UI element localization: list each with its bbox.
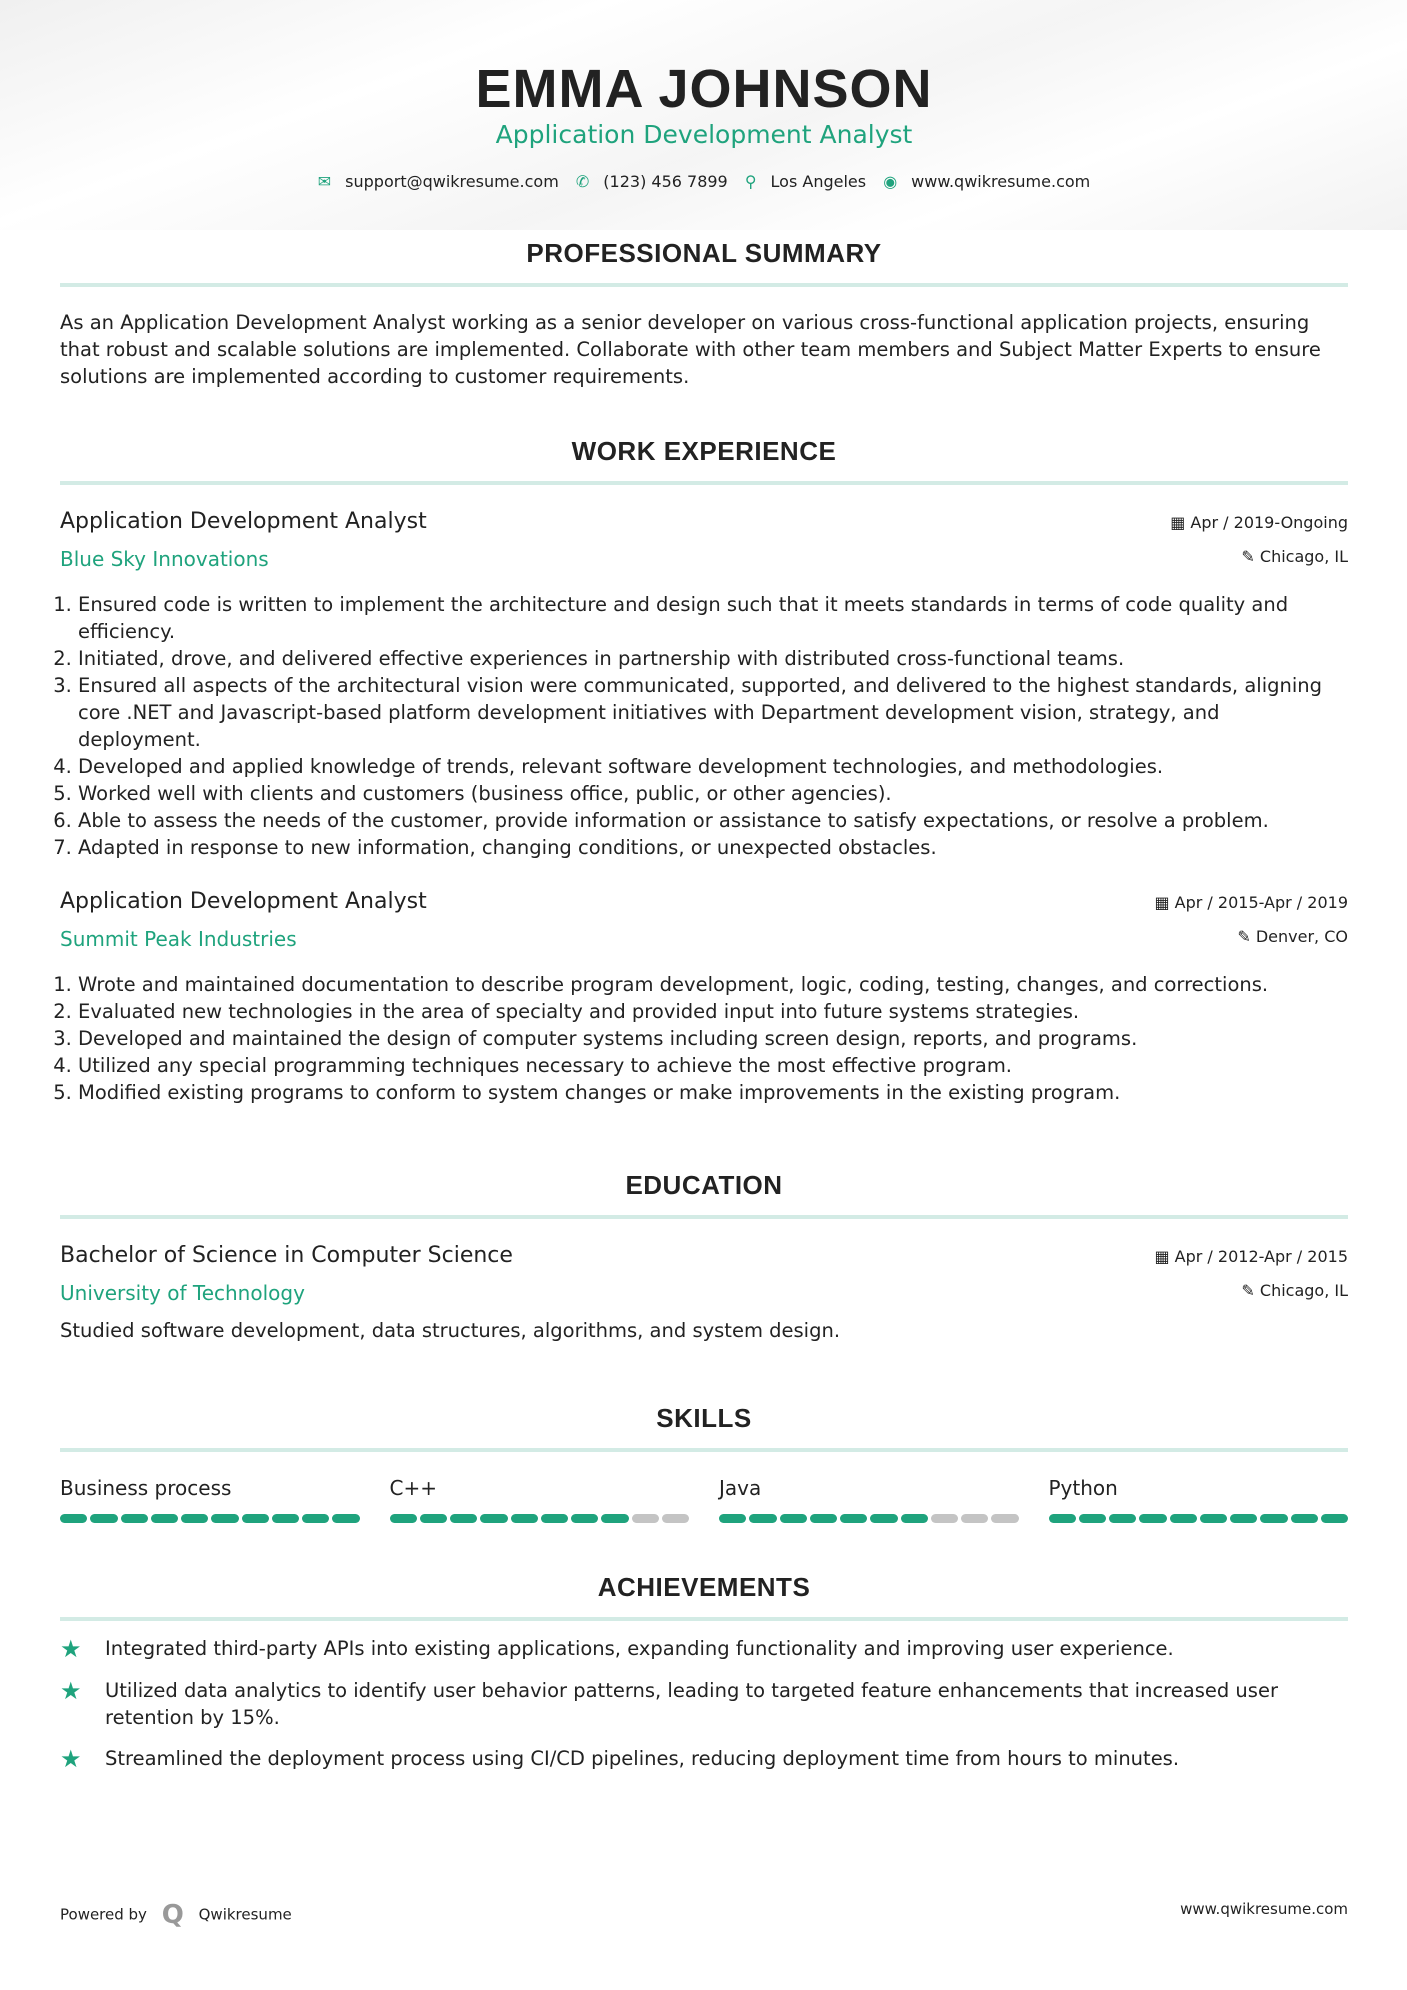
list-item: 2. Evaluated new technologies in the area of specialty and provided input into future systems strategies. — [78, 998, 1348, 1025]
list-item: 5. Worked well with clients and customers (business office, public, or other agencies). — [78, 780, 1348, 807]
skill — [390, 1476, 690, 1523]
school: University of Technology — [60, 1281, 305, 1305]
skill-level-bar — [390, 1514, 690, 1523]
skill-dot — [1049, 1514, 1076, 1523]
footer — [60, 1900, 1348, 1930]
skill-dot — [541, 1514, 568, 1523]
powered-by-label: Powered by — [60, 1905, 147, 1924]
star-icon: ★ — [60, 1745, 82, 1773]
skill-dot — [211, 1514, 238, 1523]
list-item: 1. Ensured code is written to implement the architecture and design such that it meets standards in terms of code quality and efficiency. — [78, 591, 1348, 645]
skill-dot — [1291, 1514, 1318, 1523]
phone: (123) 456 7899 — [603, 172, 728, 191]
skill-name: C++ — [389, 1476, 437, 1500]
education-location: ✎ Chicago, IL — [1241, 1281, 1348, 1300]
section-heading: ACHIEVEMENTS — [60, 1572, 1348, 1621]
star-icon: ★ — [60, 1635, 82, 1663]
skill-dot — [1079, 1514, 1106, 1523]
skill-dot — [181, 1514, 208, 1523]
work-section — [60, 436, 1348, 1134]
list-item: 7. Adapted in response to new information, changing conditions, or unexpected obstacles. — [78, 834, 1348, 861]
list-item: 5. Modified existing programs to conform to system changes or make improvements in the existing program. — [78, 1079, 1348, 1106]
skill-dot — [810, 1514, 837, 1523]
skill-dot — [511, 1514, 538, 1523]
summary-text: As an Application Development Analyst working as a senior developer on various cross-functional application projects, ensuring that robust and scalable solutions are implemented. Collaborate with other team members and Subject Matter Experts to ensure solutions are implemented according to customer requirements. — [60, 311, 1321, 388]
skill-dot — [121, 1514, 148, 1523]
skill-dot — [1200, 1514, 1227, 1523]
section-heading: WORK EXPERIENCE — [60, 436, 1348, 485]
qwikresume-logo-icon: Q — [161, 1900, 184, 1930]
company: Blue Sky Innovations — [60, 547, 269, 571]
skill-dot — [719, 1514, 746, 1523]
skill — [1049, 1476, 1349, 1523]
skill-dot — [961, 1514, 988, 1523]
job-date: ▦ Apr / 2019-Ongoing — [1170, 513, 1348, 532]
calendar-icon: ▦ — [1154, 893, 1175, 912]
skill-dot — [1139, 1514, 1166, 1523]
skill-dot — [901, 1514, 928, 1523]
skill-dot — [390, 1514, 417, 1523]
list-item: 3. Ensured all aspects of the architectural vision were communicated, supported, and delivered to the highest standards, aligning core .NET and Javascript-based platform development initiatives with Department development vision, strategy, and deployment. — [78, 672, 1348, 753]
skill-dot — [302, 1514, 329, 1523]
footer-website[interactable]: www.qwikresume.com — [1180, 1900, 1348, 1918]
skill-name: Java — [719, 1476, 762, 1500]
list-item: 4. Utilized any special programming techniques necessary to achieve the most effective program. — [78, 1052, 1348, 1079]
globe-icon: ◉ — [883, 172, 898, 191]
candidate-name: EMMA JOHNSON — [475, 59, 933, 119]
skill-dot — [1109, 1514, 1136, 1523]
achievement-item — [60, 1635, 1348, 1663]
achievement-text: Streamlined the deployment process using CI/CD pipelines, reducing deployment time from hours to minutes. — [105, 1747, 1180, 1770]
job-date: ▦ Apr / 2015-Apr / 2019 — [1154, 893, 1348, 912]
list-item: 4. Developed and applied knowledge of trends, relevant software development technologies, and methodologies. — [78, 753, 1348, 780]
phone-icon: ✆ — [575, 172, 590, 191]
achievement-item — [60, 1745, 1348, 1773]
star-icon: ★ — [60, 1677, 82, 1705]
skill-dot — [332, 1514, 359, 1523]
skill-dot — [571, 1514, 598, 1523]
summary-section — [60, 238, 1348, 390]
achievement-item — [60, 1677, 1348, 1731]
job-title: Application Development Analyst — [60, 889, 427, 914]
skill-dot — [749, 1514, 776, 1523]
calendar-icon: ▦ — [1154, 1247, 1175, 1266]
skill — [719, 1476, 1019, 1523]
skill-dot — [272, 1514, 299, 1523]
education-date: ▦ Apr / 2012-Apr / 2015 — [1154, 1247, 1348, 1266]
skill-dot — [420, 1514, 447, 1523]
email[interactable]: support@qwikresume.com — [345, 172, 559, 191]
skill-dot — [480, 1514, 507, 1523]
contact-bar — [60, 172, 1348, 191]
skill-dot — [991, 1514, 1018, 1523]
skill-level-bar — [719, 1514, 1019, 1523]
location: Los Angeles — [770, 172, 867, 191]
job-entry — [60, 509, 1348, 861]
skill-dot — [601, 1514, 628, 1523]
skill-level-bar — [60, 1514, 360, 1523]
education-section — [60, 1170, 1348, 1344]
skill-dot — [242, 1514, 269, 1523]
section-heading: EDUCATION — [60, 1170, 1348, 1219]
job-entry — [60, 889, 1348, 1106]
skill-dot — [1321, 1514, 1348, 1523]
list-item: 6. Able to assess the needs of the customer, provide information or assistance to satisfy expectations, or resolve a problem. — [78, 807, 1348, 834]
skill-dot — [632, 1514, 659, 1523]
skill-dot — [60, 1514, 87, 1523]
degree: Bachelor of Science in Computer Science — [60, 1243, 513, 1268]
list-item: 2. Initiated, drove, and delivered effective experiences in partnership with distributed cross-functional teams. — [78, 645, 1348, 672]
skill — [60, 1476, 360, 1523]
email-icon: ✉ — [317, 172, 332, 191]
skill-dot — [90, 1514, 117, 1523]
calendar-icon: ▦ — [1170, 513, 1191, 532]
education-description: Studied software development, data structures, algorithms, and system design. — [60, 1319, 841, 1342]
pin-icon: ✎ — [1241, 1281, 1260, 1300]
skill-dot — [870, 1514, 897, 1523]
skill-dot — [450, 1514, 477, 1523]
job-location: ✎ Denver, CO — [1237, 927, 1348, 946]
skill-dot — [151, 1514, 178, 1523]
candidate-title: Application Development Analyst — [495, 120, 913, 149]
pin-icon: ✎ — [1237, 927, 1256, 946]
job-title: Application Development Analyst — [60, 509, 427, 534]
skill-dot — [662, 1514, 689, 1523]
achievement-text: Integrated third-party APIs into existing applications, expanding functionality and improving user experience. — [105, 1637, 1174, 1660]
company: Summit Peak Industries — [60, 927, 297, 951]
section-heading: PROFESSIONAL SUMMARY — [60, 238, 1348, 287]
location-pin-icon: ⚲ — [744, 172, 757, 191]
achievement-text: Utilized data analytics to identify user behavior patterns, leading to targeted feature enhancements that increased user retention by 15%. — [105, 1679, 1278, 1729]
list-item: 1. Wrote and maintained documentation to describe program development, logic, coding, testing, changes, and corrections. — [78, 971, 1348, 998]
section-heading: SKILLS — [60, 1403, 1348, 1452]
pin-icon: ✎ — [1241, 547, 1260, 566]
skill-dot — [931, 1514, 958, 1523]
list-item: 3. Developed and maintained the design of computer systems including screen design, reports, and programs. — [78, 1025, 1348, 1052]
skill-name: Python — [1048, 1476, 1118, 1500]
achievements-section — [60, 1572, 1348, 1773]
skill-dot — [1260, 1514, 1287, 1523]
skill-dot — [1170, 1514, 1197, 1523]
website[interactable]: www.qwikresume.com — [911, 172, 1091, 191]
skill-dot — [780, 1514, 807, 1523]
job-location: ✎ Chicago, IL — [1241, 547, 1348, 566]
skill-dot — [1230, 1514, 1257, 1523]
skill-level-bar — [1049, 1514, 1349, 1523]
brand-link[interactable]: Qwikresume — [198, 1905, 292, 1924]
skill-name: Business process — [60, 1476, 232, 1500]
skill-dot — [840, 1514, 867, 1523]
skills-section — [60, 1403, 1348, 1523]
